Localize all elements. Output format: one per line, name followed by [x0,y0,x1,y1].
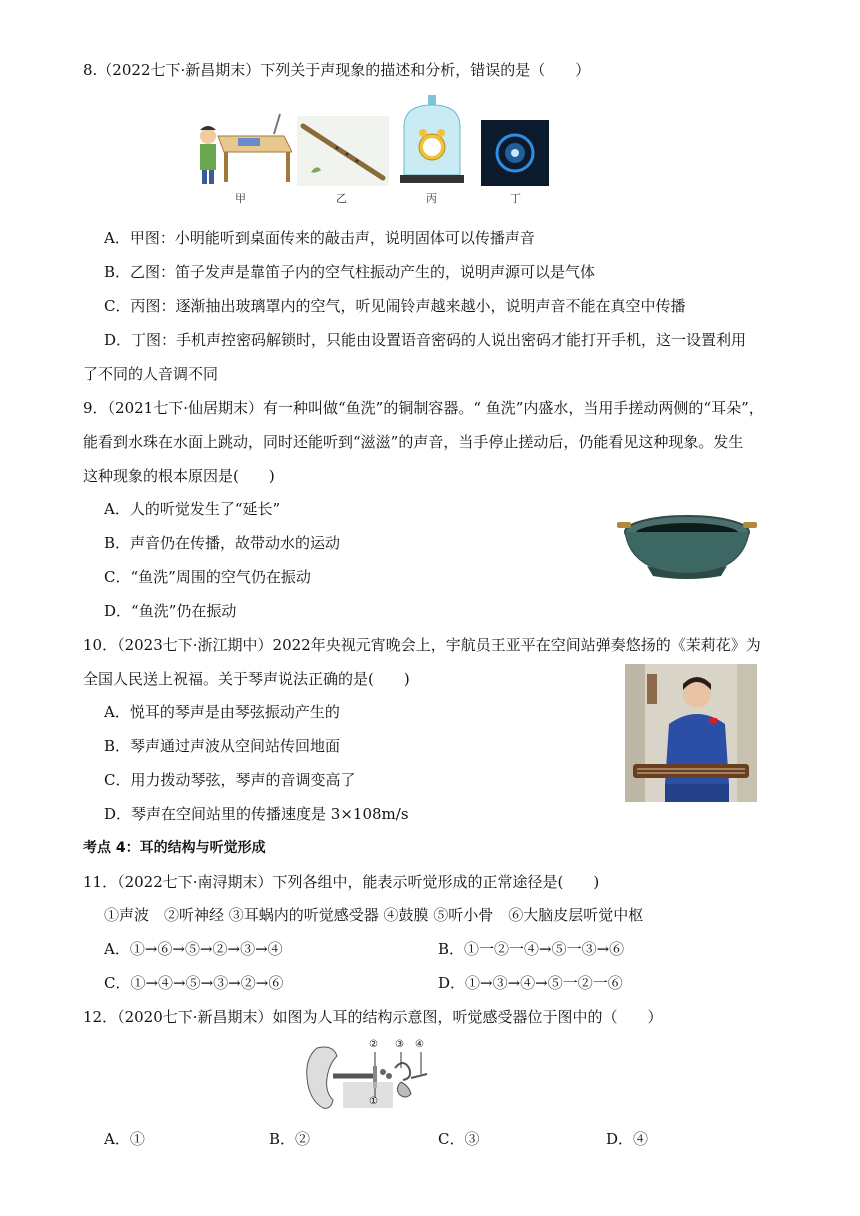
image-jia [194,108,292,186]
image-yi [297,116,389,186]
caption-jia: 甲 [235,192,246,205]
q10-stem-line1: 10．（2023七下·浙江期中）2022年央视元宵晚会上，宇航员王亚平在空间站弹奏悠扬的《茉莉花》为 [83,636,761,654]
q11-option-d: D．①→③→④→⑤一②一⑥ [438,974,623,992]
ear-label-1: ① [369,1096,378,1107]
q9-option-d: D．“鱼洗”仍在振动 [104,602,237,620]
q8-option-b: B．乙图：笛子发声是靠笛子内的空气柱振动产生的，说明声源可以是气体 [104,263,596,281]
q11-items: ①声波 ②听神经 ③耳蜗内的听觉感受器 ④鼓膜 ⑤听小骨 ⑥大脑皮层听觉中枢 [104,906,644,924]
image-bing [398,95,466,187]
q8-stem: 8.（2022七下·新昌期末）下列关于声现象的描述和分析，错误的是（ ） [83,61,591,79]
image-ding [481,120,549,186]
image-ear-diagram [303,1038,433,1114]
ear-label-2: ② [369,1039,378,1050]
q11-option-b: B．①一②一④→⑤一③→⑥ [438,940,625,958]
q9-stem-line1: 9．（2021七下·仙居期末）有一种叫做“鱼洗”的铜制容器。“ 鱼洗”内盛水，当用手搓动两侧的“耳朵”， [83,399,764,417]
q12-option-b: B．② [269,1130,311,1148]
q11-option-c: C．①→④→⑤→③→②→⑥ [104,974,284,992]
section-heading-4: 考点 4：耳的结构与听觉形成 [83,840,266,856]
q12-option-c: C．③ [438,1130,480,1148]
q9-stem-line2: 能看到水珠在水面上跳动，同时还能听到“滋滋”的声音，当手停止搓动后，仍能看见这种现象。发生 [83,433,744,451]
q8-option-d: D．丁图：手机声控密码解锁时，只能由设置语音密码的人说出密码才能打开手机，这一设置利用 [104,331,747,349]
ear-label-4: ④ [415,1039,424,1050]
q11-stem: 11．（2022七下·南浔期末）下列各组中，能表示听觉形成的正常途径是( ) [83,873,600,891]
q9-option-a: A．人的听觉发生了“延长” [104,500,281,518]
q12-stem: 12．（2020七下·新昌期末）如图为人耳的结构示意图，听觉感受器位于图中的（ ） [83,1008,663,1026]
q10-option-d: D．琴声在空间站里的传播速度是 3×108m/s [104,805,409,823]
q12-option-a: A．① [104,1130,145,1148]
q9-stem-line3: 这种现象的根本原因是( ) [83,467,275,485]
q8-option-a: A．甲图：小明能听到桌面传来的敲击声，说明固体可以传播声音 [104,229,535,247]
q8-option-d-cont: 了不同的人音调不同 [83,365,219,383]
image-yuxi-basin [617,510,757,582]
q9-option-b: B．声音仍在传播，故带动水的运动 [104,534,341,552]
q10-option-b: B．琴声通过声波从空间站传回地面 [104,737,341,755]
q9-option-c: C．“鱼洗”周围的空气仍在振动 [104,568,311,586]
caption-bing: 丙 [426,192,437,205]
caption-yi: 乙 [336,192,347,205]
q8-option-c: C．丙图：逐渐抽出玻璃罩内的空气，听见闹铃声越来越小，说明声音不能在真空中传播 [104,297,686,315]
ear-label-3: ③ [395,1039,404,1050]
q10-stem-line2: 全国人民送上祝福。关于琴声说法正确的是( ) [83,670,410,688]
caption-ding: 丁 [510,192,521,205]
q10-option-c: C．用力拨动琴弦，琴声的音调变高了 [104,771,356,789]
q12-option-d: D．④ [606,1130,649,1148]
image-astronaut-guzheng [625,664,757,802]
q10-option-a: A．悦耳的琴声是由琴弦振动产生的 [104,703,340,721]
q11-option-a: A．①→⑥→⑤→②→③→④ [104,940,283,958]
